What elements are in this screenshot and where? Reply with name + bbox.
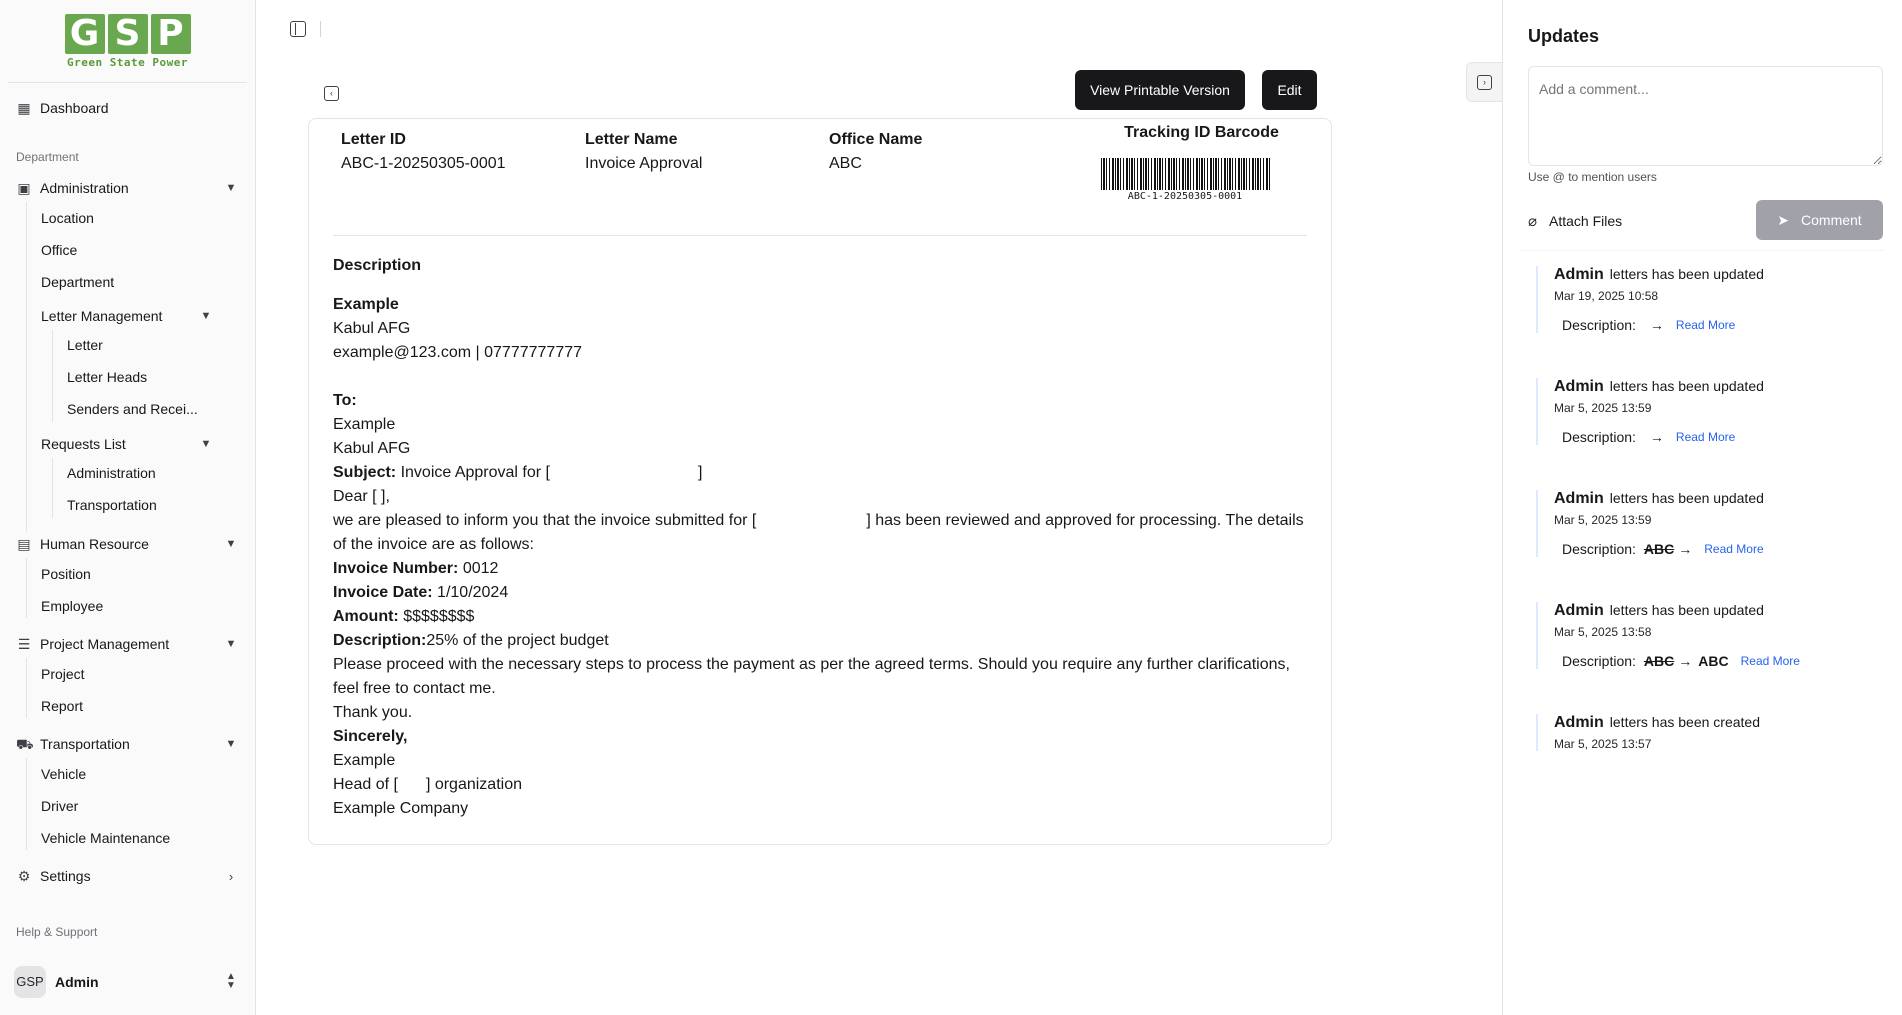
divider — [1521, 250, 1884, 251]
update-user: Admin — [1554, 378, 1604, 395]
letter-id-field — [341, 131, 506, 173]
nav-report[interactable]: Report — [41, 698, 84, 714]
nav-human-resource[interactable] — [0, 533, 256, 555]
tree-line — [52, 458, 53, 518]
update-time: Mar 5, 2025 13:58 — [1554, 625, 1652, 639]
chevron-down-icon: ▼ — [225, 638, 237, 650]
gear-icon: ⚙ — [17, 868, 31, 884]
divider — [333, 235, 1307, 236]
letter-name-field — [585, 131, 702, 173]
nav-transportation[interactable] — [0, 733, 256, 755]
nav-employee[interactable]: Employee — [41, 598, 104, 614]
read-more-link[interactable]: Read More — [1740, 654, 1800, 668]
update-time: Mar 5, 2025 13:59 — [1554, 401, 1652, 415]
description-label: Description: — [333, 632, 427, 649]
change-arrow: → — [1649, 317, 1664, 333]
tracking-barcode — [1101, 158, 1271, 190]
to-label: To: — [333, 392, 357, 409]
comment-button[interactable] — [1756, 200, 1883, 240]
nav-driver[interactable]: Driver — [41, 798, 79, 814]
change-field: Description: — [1562, 317, 1636, 333]
sidebar — [0, 0, 256, 1015]
nav-vehicle[interactable]: Vehicle — [41, 766, 87, 782]
logo-letter: S — [108, 14, 148, 54]
nav-label: Settings — [40, 868, 91, 884]
avatar: GSP — [14, 966, 46, 998]
signature-name: Example — [333, 752, 396, 769]
divider — [320, 21, 321, 37]
invoice-date: 1/10/2024 — [437, 584, 509, 601]
edit-button[interactable]: Edit — [1262, 70, 1317, 110]
nav-dashboard[interactable] — [0, 97, 256, 119]
update-user: Admin — [1554, 602, 1604, 619]
letter-id-value: ABC-1-20250305-0001 — [341, 155, 506, 172]
nav-settings[interactable] — [0, 865, 256, 887]
nav-office[interactable]: Office — [41, 242, 78, 258]
letter-body: Example Kabul AFG example@123.com | 07777777777 To: Example Kabul AFG Subject: Invoice Approval for [ ] Dear [ ], we are pleased to inform you that the invoice submitted for [ ] has been reviewed and approved for processing. The details of the invoice are as follows: Invoice Number: 0012 Invoice Date: 1/10/2024 Amount: $$$$$$$$ Description:25% of the project budget Please proceed with the necessary steps to process the payment as per the agreed terms. Should you require any further clarifications, feel free to contact me. Thank you. Sincerely, Example Head of [ ] organization Example Company — [333, 293, 1313, 821]
invoice-number-label: Invoice Number: — [333, 560, 459, 577]
office-name-field — [829, 131, 922, 173]
update-change — [1554, 653, 1876, 669]
nav-label: Administration — [40, 180, 129, 196]
sender-city: Kabul AFG — [333, 320, 411, 337]
nav-project[interactable]: Project — [41, 666, 85, 682]
signature-title-b: ] organization — [425, 776, 522, 793]
chevron-down-icon: ▼ — [225, 738, 237, 750]
user-menu[interactable] — [14, 966, 99, 998]
help-support-label[interactable]: Help & Support — [16, 925, 98, 939]
signature-company: Example Company — [333, 800, 469, 817]
tree-line — [26, 558, 27, 618]
send-icon: ➤ — [1777, 212, 1790, 228]
chevron-right-icon: › — [1477, 75, 1492, 90]
letter-name-value: Invoice Approval — [585, 155, 703, 172]
update-user: Admin — [1554, 714, 1604, 731]
update-entry — [1536, 490, 1876, 557]
sender-contact: example@123.com | 07777777777 — [333, 344, 583, 361]
office-name-label: Office Name — [829, 131, 923, 148]
recipient-city: Kabul AFG — [333, 440, 411, 457]
update-action: letters has been updated — [1609, 602, 1764, 618]
department-group-label: Department — [16, 150, 79, 164]
paperclip-icon: ⌀ — [1528, 213, 1538, 230]
update-entry — [1536, 266, 1876, 333]
amount-label: Amount: — [333, 608, 399, 625]
comment-label: Comment — [1801, 212, 1862, 228]
nav-requests-list[interactable] — [41, 434, 221, 454]
nav-label: Project Management — [40, 636, 170, 652]
view-printable-button[interactable]: View Printable Version — [1075, 70, 1245, 110]
sincerely: Sincerely, — [333, 728, 408, 745]
chevron-down-icon: ▼ — [200, 438, 212, 450]
collapse-left-icon[interactable]: ‹ — [324, 86, 339, 101]
mention-hint: Use @ to mention users — [1528, 170, 1657, 184]
administration-icon: ▣ — [17, 180, 31, 196]
nav-administration[interactable] — [0, 177, 256, 199]
invoice-number: 0012 — [462, 560, 499, 577]
update-entry — [1536, 378, 1876, 445]
nav-position[interactable]: Position — [41, 566, 91, 582]
change-old-value: ABC — [1643, 653, 1675, 669]
read-more-link[interactable]: Read More — [1675, 430, 1736, 444]
nav-department[interactable]: Department — [41, 274, 115, 290]
office-name-value: ABC — [829, 155, 862, 172]
change-arrow: → — [1678, 653, 1693, 669]
nav-label: Dashboard — [40, 100, 109, 116]
change-new-value: ABC — [1698, 653, 1729, 669]
logo-letter: G — [65, 14, 105, 54]
chevron-down-icon: ▼ — [200, 310, 212, 322]
update-change — [1554, 429, 1876, 445]
nav-project-management[interactable] — [0, 633, 256, 655]
change-arrow: → — [1678, 541, 1693, 557]
sender-name: Example — [333, 296, 399, 313]
nav-label: Requests List — [41, 436, 126, 452]
read-more-link[interactable]: Read More — [1675, 318, 1736, 332]
nav-letter-management[interactable] — [41, 306, 221, 326]
attach-files-label: Attach Files — [1549, 213, 1623, 229]
nav-request-administration[interactable]: Administration — [67, 465, 156, 481]
update-time: Mar 5, 2025 13:57 — [1554, 737, 1652, 751]
letter-card — [308, 118, 1332, 845]
nav-label: Transportation — [40, 736, 130, 752]
chevron-down-icon: ▼ — [225, 538, 237, 550]
updates-title: Updates — [1528, 26, 1600, 46]
tree-line — [26, 202, 27, 532]
read-more-link[interactable]: Read More — [1704, 542, 1764, 556]
chevron-up-down-icon[interactable]: ▲ ▼ — [226, 971, 236, 991]
body-paragraph-2: Please proceed with the necessary steps to process the payment as per the agreed terms. Should you require any further clarifications, feel free to contact me. — [333, 656, 1290, 697]
update-user: Admin — [1554, 266, 1604, 283]
greeting: Dear [ ], — [333, 488, 390, 505]
subject-text: Invoice Approval for [ — [400, 464, 550, 481]
change-field: Description: — [1562, 653, 1636, 669]
divider — [8, 82, 247, 83]
update-entry — [1536, 714, 1876, 751]
change-old-value: ABC — [1643, 541, 1675, 557]
update-change — [1554, 317, 1876, 333]
letter-id-label: Letter ID — [341, 131, 406, 148]
gsp-logo[interactable] — [62, 14, 193, 70]
chevron-right-icon: › — [228, 868, 234, 884]
amount: $$$$$$$$ — [403, 608, 475, 625]
nav-vehicle-maintenance[interactable]: Vehicle Maintenance — [41, 830, 171, 846]
description-text: 25% of the project budget — [426, 632, 609, 649]
logo-letter: P — [151, 14, 191, 54]
user-name: Admin — [55, 974, 99, 990]
car-icon: ⛟ — [16, 736, 34, 752]
update-user: Admin — [1554, 490, 1604, 507]
chevron-down-icon: ▼ — [225, 182, 237, 194]
nav-senders-receivers[interactable]: Senders and Recei... — [67, 401, 198, 417]
recipient-name: Example — [333, 416, 396, 433]
nav-location[interactable]: Location — [41, 210, 94, 226]
nav-letter[interactable]: Letter — [67, 337, 103, 353]
description-heading: Description — [333, 257, 422, 274]
update-action: letters has been updated — [1609, 266, 1764, 282]
update-change — [1554, 541, 1876, 557]
update-time: Mar 19, 2025 10:58 — [1554, 289, 1659, 303]
dashboard-icon: ▦ — [17, 100, 31, 116]
nav-request-transportation[interactable]: Transportation — [67, 497, 157, 513]
attach-files-button[interactable] — [1528, 212, 1622, 230]
updates-panel-toggle[interactable] — [1466, 62, 1502, 102]
body-paragraph-1a: we are pleased to inform you that the invoice submitted for [ — [333, 512, 757, 529]
tree-line — [52, 330, 53, 422]
letter-name-label: Letter Name — [585, 131, 678, 148]
update-action: letters has been created — [1609, 714, 1760, 730]
change-field: Description: — [1562, 541, 1636, 557]
comment-input[interactable] — [1528, 66, 1883, 166]
barcode-label: Tracking ID Barcode — [1124, 124, 1279, 141]
signature-title-a: Head of [ — [333, 776, 398, 793]
barcode-text: ABC-1-20250305-0001 — [1127, 191, 1243, 202]
change-field: Description: — [1562, 429, 1636, 445]
logo-tagline: Green State Power — [66, 56, 189, 69]
tree-line — [26, 758, 27, 850]
subject-label: Subject: — [333, 464, 397, 481]
body-paragraph-1b: ] has been reviewed and approved for processing. The details of the invoice are as follows: — [333, 512, 1304, 553]
update-time: Mar 5, 2025 13:59 — [1554, 513, 1652, 527]
tree-line — [26, 658, 27, 718]
updates-panel — [1502, 0, 1902, 1015]
nav-letter-heads[interactable]: Letter Heads — [67, 369, 148, 385]
nav-label: Human Resource — [40, 536, 149, 552]
nav-label: Letter Management — [41, 308, 163, 324]
sidebar-toggle-icon[interactable] — [290, 21, 306, 37]
change-arrow: → — [1649, 429, 1664, 445]
thanks: Thank you. — [333, 704, 413, 721]
invoice-date-label: Invoice Date: — [333, 584, 433, 601]
update-action: letters has been updated — [1609, 378, 1764, 394]
layers-icon: ☰ — [17, 636, 31, 652]
briefcase-icon: ▤ — [17, 536, 31, 552]
update-action: letters has been updated — [1609, 490, 1764, 506]
update-entry — [1536, 602, 1876, 669]
